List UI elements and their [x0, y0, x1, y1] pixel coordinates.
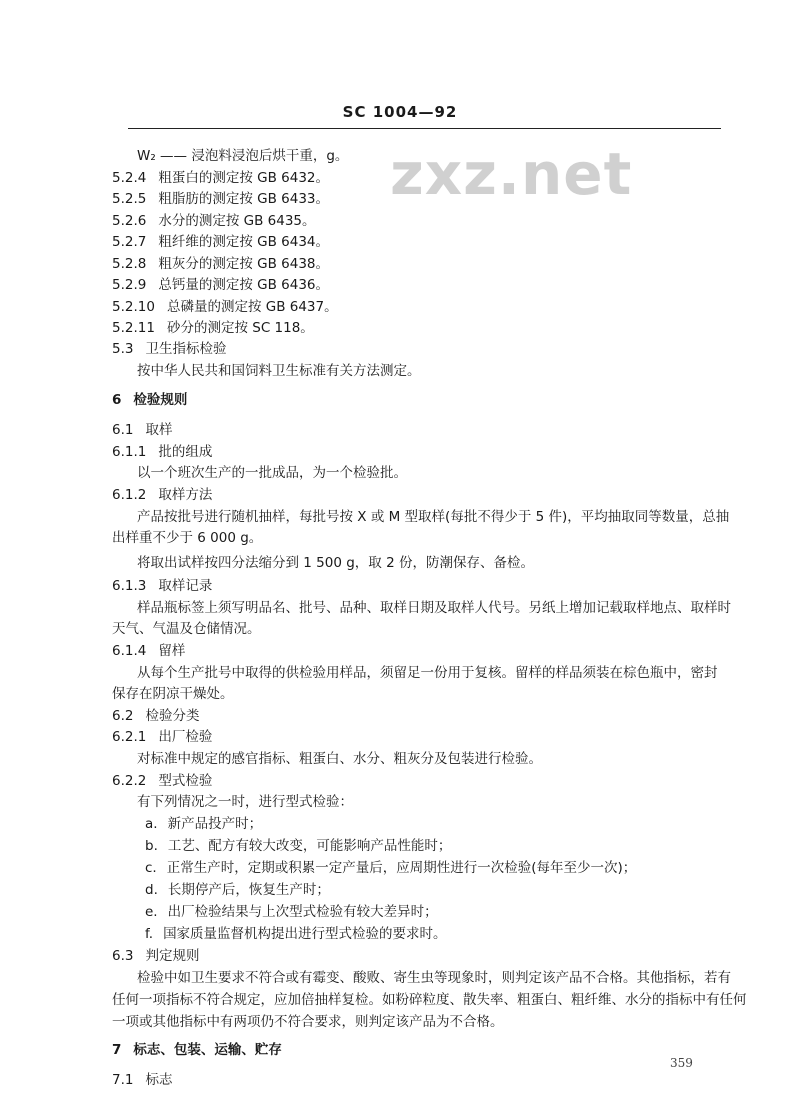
clause-number: 6 [112, 392, 122, 408]
clause-number: 5.2.8 [112, 256, 147, 272]
text-line-s622c [145, 858, 636, 878]
text-line-s613 [112, 576, 212, 596]
clause-number: 6.1.2 [112, 487, 147, 503]
clause-text: 按中华人民共和国饲料卫生标准有关方法测定。 [137, 363, 421, 379]
clause-text: 判定规则 [145, 948, 200, 964]
clause-number: 7 [112, 1042, 122, 1058]
clause-text: 型式检验 [158, 773, 213, 789]
clause-text: 工艺、配方有较大改变，可能影响产品性能时； [167, 838, 452, 854]
clause-text: 检验分类 [145, 708, 200, 724]
text-line-s622a [145, 814, 262, 834]
text-line-s6 [112, 390, 187, 410]
clause-text: 任何一项指标不符合规定，应加倍抽样复检。如粉碎粒度、散失率、粗蛋白、粗纤维、水分的指标中有任何 [112, 992, 747, 1008]
text-line-s622d [145, 880, 330, 900]
text-line-s614c [112, 684, 234, 704]
clause-text: 批的组成 [158, 444, 213, 460]
text-line-s529 [112, 275, 329, 295]
text-line-s5211 [112, 318, 314, 338]
clause-number: 5.2.7 [112, 234, 147, 250]
clause-text: 长期停产后，恢复生产时； [167, 882, 330, 898]
clause-text: 检验规则 [133, 392, 188, 408]
clause-text: 一项或其他指标中有两项仍不符合要求，则判定该产品为不合格。 [112, 1014, 504, 1030]
clause-text: 总磷量的测定按 GB 6437。 [166, 299, 338, 315]
clause-text: 将取出试样按四分法缩分到 1 500 g，取 2 份，防潮保存、备检。 [137, 555, 534, 571]
clause-number: 5.2.11 [112, 320, 155, 336]
clause-number: 5.2.9 [112, 277, 147, 293]
text-line-s524 [112, 168, 329, 188]
text-line-w2 [137, 146, 348, 166]
clause-text: 国家质量监督机构提出进行型式检验的要求时。 [163, 926, 447, 942]
text-line-s611b [137, 463, 407, 483]
clause-text: 留样 [158, 643, 186, 659]
clause-number: 5.2.4 [112, 170, 147, 186]
text-line-s525 [112, 189, 329, 209]
clause-number: 6.2.2 [112, 773, 147, 789]
text-line-s528 [112, 254, 329, 274]
clause-text: 粗脂肪的测定按 GB 6433。 [158, 191, 330, 207]
text-line-s63d [112, 1012, 504, 1032]
clause-text: 总钙量的测定按 GB 6436。 [158, 277, 330, 293]
text-line-s7 [112, 1040, 282, 1060]
clause-number: 7.1 [112, 1072, 134, 1088]
clause-number: f. [145, 926, 154, 942]
text-line-s613c [112, 619, 261, 639]
clause-text: 正常生产时，定期或积累一定产量后，应周期性进行一次检验(每年至少一次)； [166, 860, 637, 876]
text-line-s622b [137, 792, 353, 812]
clause-number: 5.2.10 [112, 299, 155, 315]
text-line-s526 [112, 211, 316, 231]
clause-number: d. [145, 882, 158, 898]
text-line-s622bb [145, 836, 451, 856]
text-line-s614 [112, 641, 185, 661]
clause-number: 6.1.4 [112, 643, 147, 659]
clause-number: 5.2.6 [112, 213, 147, 229]
page-number: 359 [670, 1056, 693, 1070]
text-line-s622e [145, 902, 438, 922]
text-line-s622f [145, 924, 447, 944]
text-line-s621 [112, 727, 212, 747]
text-line-s614b [137, 663, 718, 683]
text-line-s63b [137, 968, 731, 988]
clause-text: 检验中如卫生要求不符合或有霉变、酸败、寄生虫等现象时，则判定该产品不合格。其他指标，若有 [137, 970, 731, 986]
text-line-s611 [112, 442, 212, 462]
standard-code-header: SC 1004—92 [342, 103, 458, 121]
text-line-s612 [112, 485, 212, 505]
text-line-s62 [112, 706, 199, 726]
clause-number: 6.3 [112, 948, 134, 964]
clause-text: 新产品投产时； [167, 816, 263, 832]
clause-number: c. [145, 860, 157, 876]
text-line-s613b [137, 598, 731, 618]
clause-text: 卫生指标检验 [145, 341, 227, 357]
text-line-s53 [112, 339, 226, 359]
text-line-s71 [112, 1070, 172, 1090]
clause-number: b. [145, 838, 158, 854]
clause-number: 5.2.5 [112, 191, 147, 207]
clause-number: 6.1.3 [112, 578, 147, 594]
text-line-s53b [137, 361, 421, 381]
clause-text: 标志、包装、运输、贮存 [133, 1042, 282, 1058]
text-line-s5210 [112, 297, 338, 317]
clause-text: 水分的测定按 GB 6435。 [158, 213, 316, 229]
clause-number: 5.3 [112, 341, 134, 357]
clause-number: 6.2 [112, 708, 134, 724]
clause-text: 产品按批号进行随机抽样，每批号按 X 或 M 型取样(每批不得少于 5 件)，平均抽取同等数量，总抽 [137, 509, 730, 525]
text-line-s612b [137, 507, 729, 527]
clause-text: 粗纤维的测定按 GB 6434。 [158, 234, 330, 250]
header-rule [128, 128, 721, 129]
text-line-s621b [137, 749, 542, 769]
clause-text: 以一个班次生产的一批成品，为一个检验批。 [137, 465, 407, 481]
watermark: zxz.net [390, 140, 633, 208]
clause-text: 天气、气温及仓储情况。 [112, 621, 261, 637]
clause-text: 出样重不少于 6 000 g。 [112, 530, 263, 546]
text-line-s612c [112, 528, 262, 548]
clause-text: 取样 [145, 422, 173, 438]
clause-text: 对标准中规定的感官指标、粗蛋白、水分、粗灰分及包装进行检验。 [137, 751, 542, 767]
clause-text: 标志 [145, 1072, 173, 1088]
clause-text: 砂分的测定按 SC 118。 [166, 320, 314, 336]
clause-text: 有下列情况之一时，进行型式检验： [137, 794, 353, 810]
text-line-s612d [137, 553, 534, 573]
clause-text: 从每个生产批号中取得的供检验用样品，须留足一份用于复核。留样的样品须装在棕色瓶中，密封 [137, 665, 718, 681]
clause-number: 6.2.1 [112, 729, 147, 745]
clause-text: 粗蛋白的测定按 GB 6432。 [158, 170, 330, 186]
clause-text: 取样方法 [158, 487, 213, 503]
text-line-s622 [112, 771, 212, 791]
text-line-s63 [112, 946, 199, 966]
clause-text: W₂ —— 浸泡料浸泡后烘干重，g。 [137, 148, 349, 164]
clause-text: 出厂检验结果与上次型式检验有较大差异时； [167, 904, 438, 920]
clause-text: 样品瓶标签上须写明品名、批号、品种、取样日期及取样人代号。另纸上增加记载取样地点、取样时 [137, 600, 731, 616]
clause-number: a. [145, 816, 158, 832]
text-line-s63c [112, 990, 747, 1010]
clause-number: e. [145, 904, 158, 920]
clause-text: 保存在阴凉干燥处。 [112, 686, 234, 702]
text-line-s527 [112, 232, 329, 252]
text-line-s61 [112, 420, 172, 440]
clause-text: 取样记录 [158, 578, 213, 594]
clause-text: 粗灰分的测定按 GB 6438。 [158, 256, 330, 272]
clause-number: 6.1.1 [112, 444, 147, 460]
clause-text: 出厂检验 [158, 729, 213, 745]
clause-number: 6.1 [112, 422, 134, 438]
